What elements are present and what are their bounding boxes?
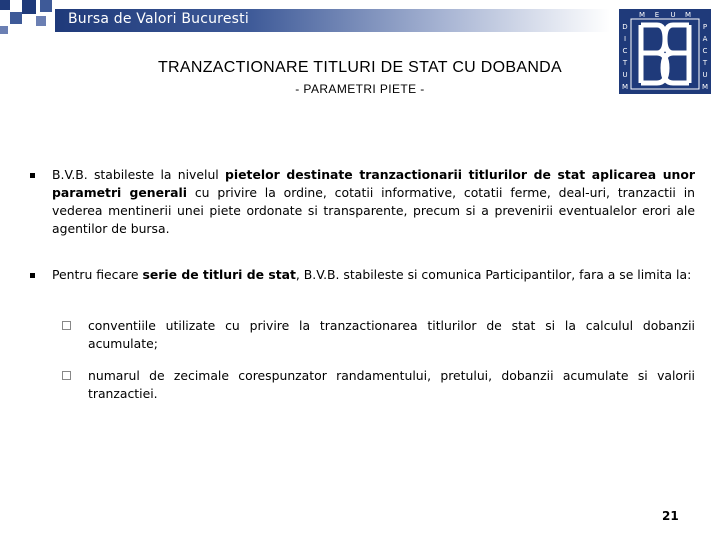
bullet-text: Pentru fiecare [52, 267, 143, 282]
checkbox-bullet-icon [62, 321, 71, 330]
bullet-text-bold: serie de titluri de stat [142, 267, 296, 282]
slide-title: TRANZACTIONARE TITLURI DE STAT CU DOBANDA [157, 59, 563, 76]
logo-letter-left: I [623, 35, 627, 43]
logo-letter-left: D [622, 23, 628, 31]
sub-item: conventiile utilizate cu privire la tranzactionarea titlurilor de stat si la calculul dobanzii acumulate; [88, 318, 695, 351]
logo-letter-right: T [702, 59, 708, 67]
bullet-paragraph [52, 166, 695, 238]
checkbox-bullet-icon [62, 371, 71, 380]
bullet-text: , B.V.B. stabileste si comunica Participantilor, fara a se limita la: [295, 267, 692, 282]
logo-letter-right: U [702, 71, 708, 79]
bullet-text: B.V.B. stabileste la nivelul [52, 167, 226, 182]
logo-letter-top: E [654, 11, 660, 19]
logo-letter-top: M [638, 11, 646, 19]
logo-letter-right: A [702, 35, 708, 43]
logo-letter-left: C [622, 47, 628, 55]
bullet-marker [30, 273, 35, 278]
logo-letter-left: M [621, 83, 629, 91]
bullet-marker [30, 173, 35, 178]
bullet-text: cu privire la ordine, cotatii informative, cotatii ferme, deal-uri, tranzactii in vederea mentinerii unei piete ordonate si transparente, precum si a prevenirii eventualelor erori ale agentilor de bursa. [52, 185, 696, 236]
slide-subtitle: - PARAMETRI PIETE - [295, 82, 425, 96]
header-title: Bursa de Valori Bucuresti [68, 11, 249, 27]
logo-letter-right: P [702, 23, 708, 31]
page-number: 21 [662, 509, 679, 523]
logo-letter-left: U [622, 71, 628, 79]
logo-letter-right: M [701, 83, 709, 91]
logo-letter-left: T [622, 59, 628, 67]
sub-item: numarul de zecimale corespunzator randamentului, pretului, dobanzii acumulate si valorii tranzactiei. [88, 368, 695, 401]
logo-letter-right: C [702, 47, 708, 55]
bullet-text-bold: pietelor destinate tranzactionarii titlurilor de stat aplicarea unor parametri generali [52, 167, 695, 200]
logo-letter-top: M [684, 11, 692, 19]
bullet-paragraph [52, 266, 695, 284]
logo-letter-top: U [670, 11, 676, 19]
